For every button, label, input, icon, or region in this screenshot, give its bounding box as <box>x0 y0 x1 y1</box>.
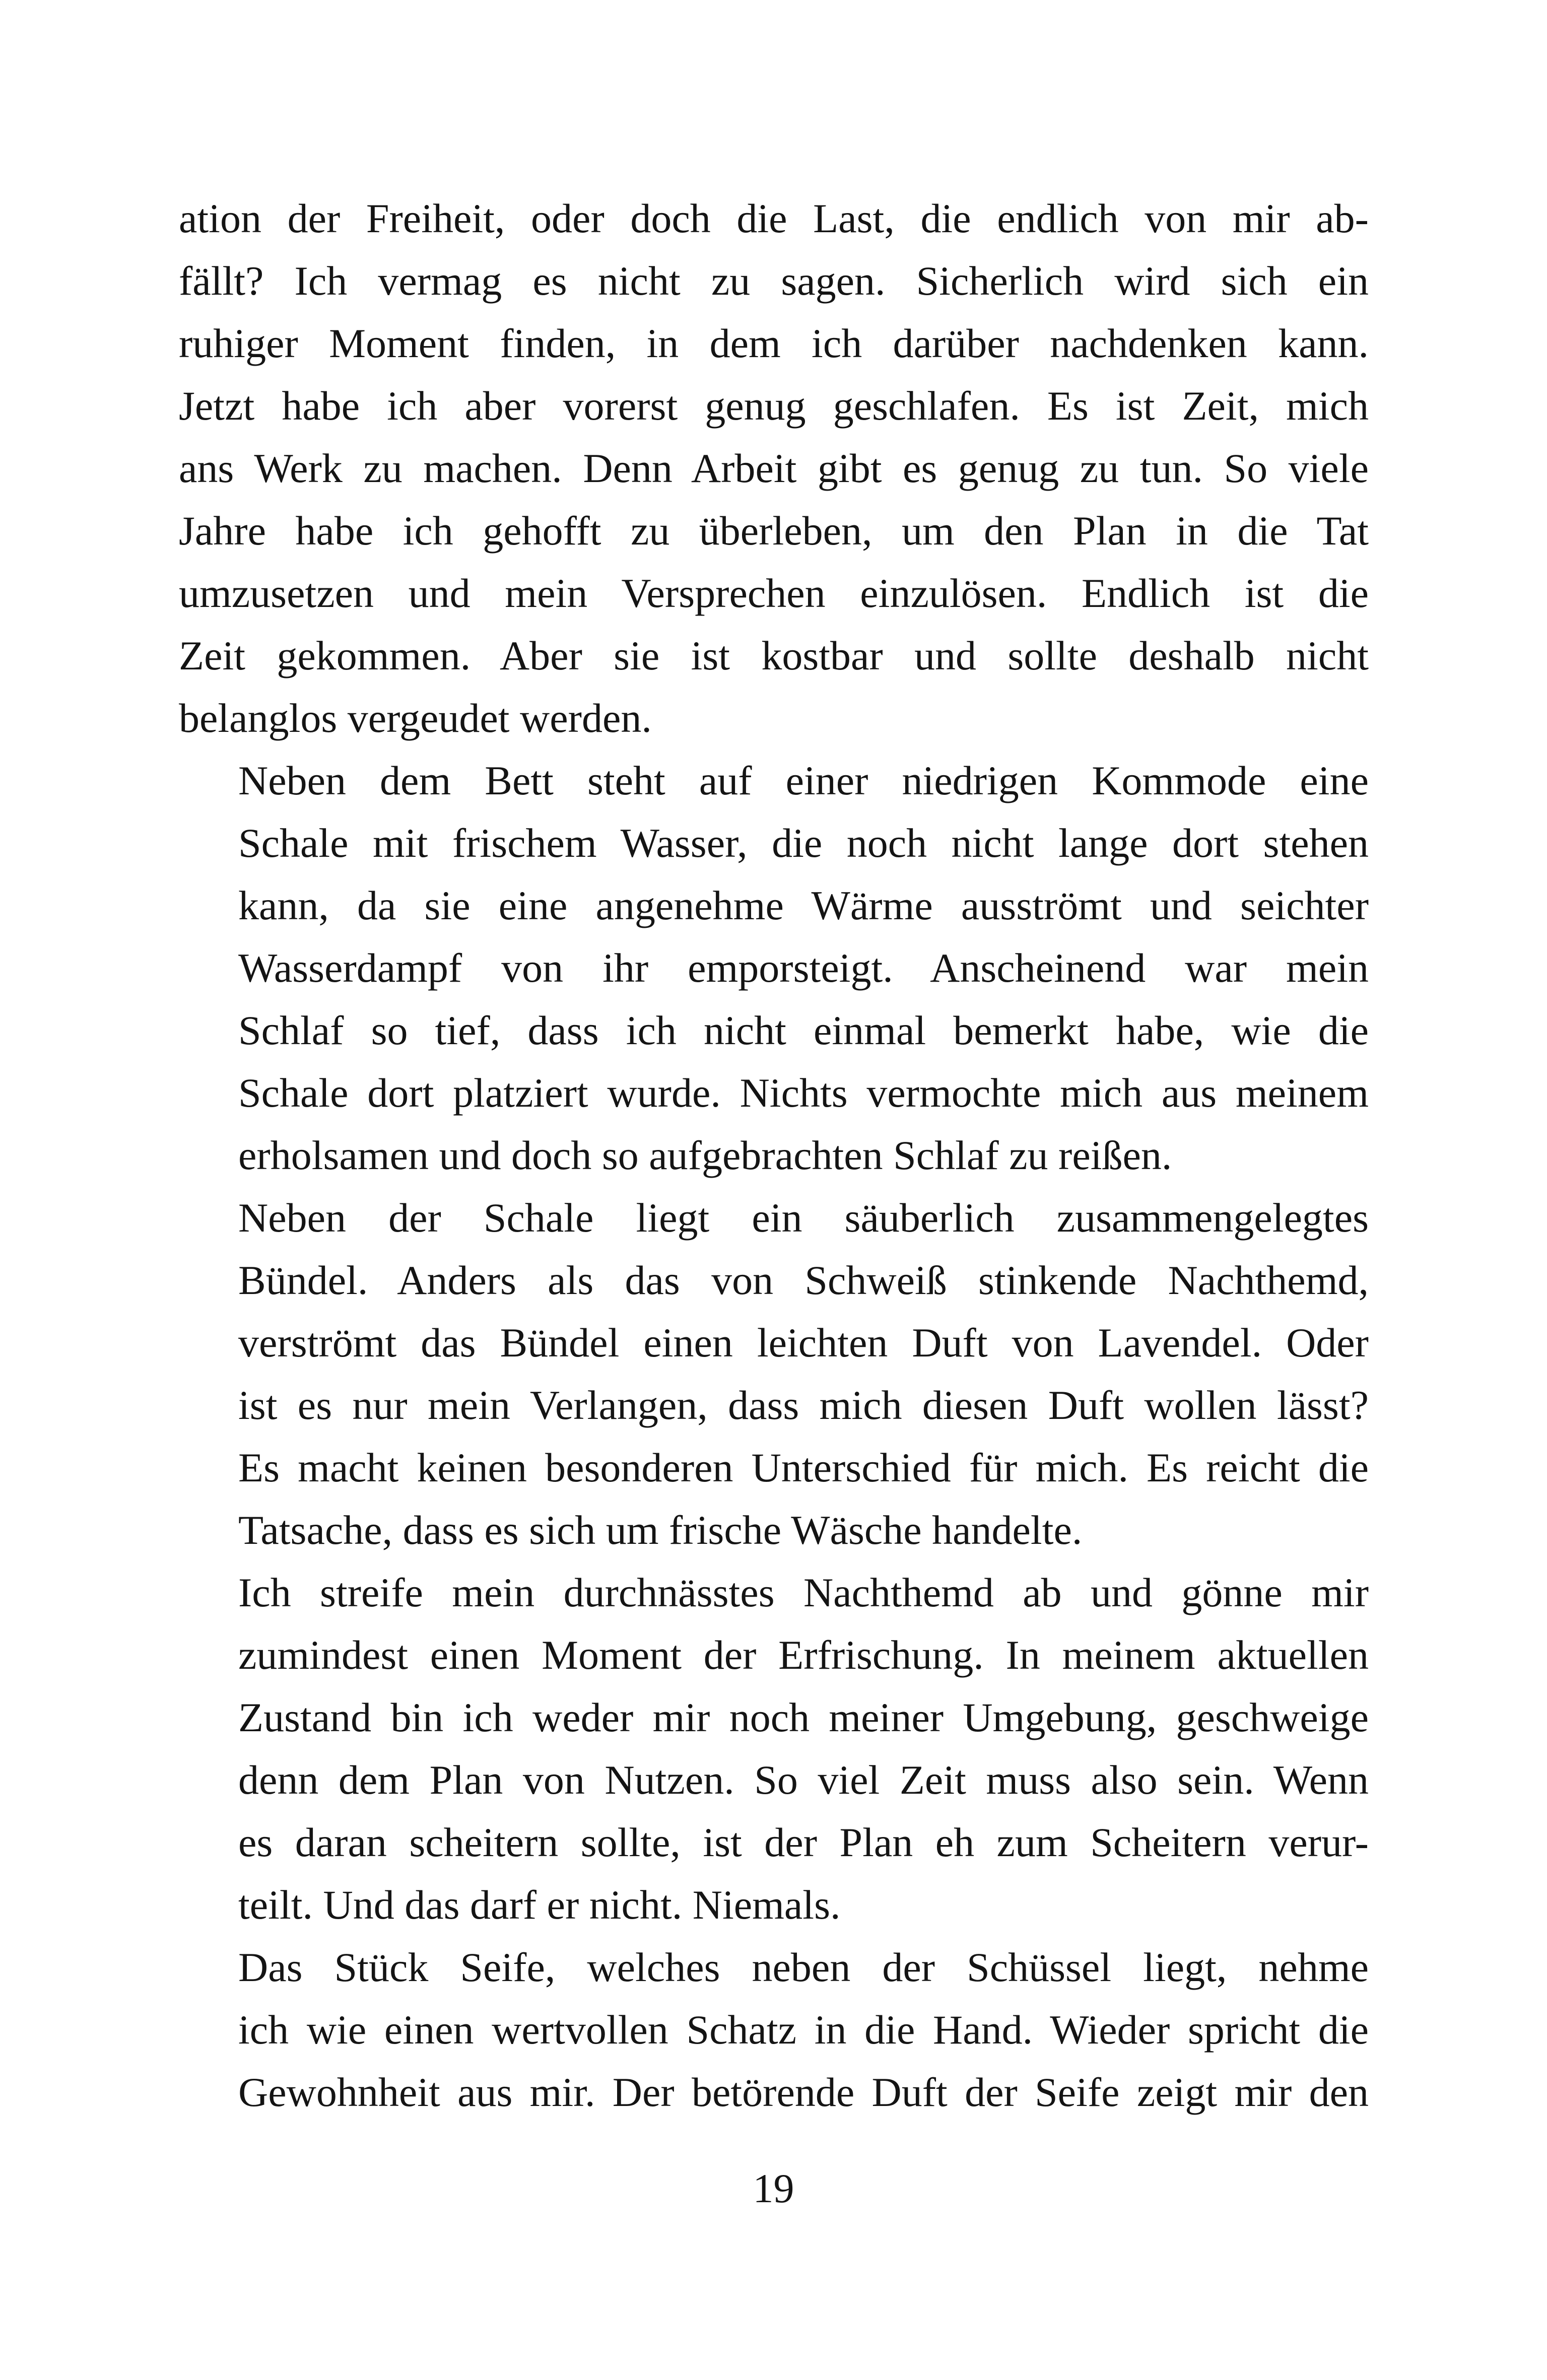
text-line: Neben dem Bett steht auf einer niedrigen Kommode eine <box>238 758 1369 803</box>
paragraph <box>179 187 1369 750</box>
text-line: Es macht keinen besonderen Unterschied für mich. Es reicht die <box>238 1445 1369 1490</box>
text-line: kann, da sie eine angenehme Wärme ausströmt und seichter <box>238 882 1369 928</box>
text-line: Zeit gekommen. Aber sie ist kostbar und sollte deshalb nicht <box>179 633 1369 678</box>
paragraph <box>179 750 1369 1187</box>
text-line: Neben der Schale liegt ein säuberlich zusammengelegtes <box>238 1195 1369 1241</box>
paragraph <box>179 1187 1369 1561</box>
text-line: es daran scheitern sollte, ist der Plan eh zum Scheitern verur- <box>238 1819 1369 1865</box>
text-line: Jetzt habe ich aber vorerst genug geschlafen. Es ist Zeit, mich <box>179 383 1369 429</box>
text-line: ist es nur mein Verlangen, dass mich diesen Duft wollen lässt? <box>238 1382 1369 1428</box>
text-line: Das Stück Seife, welches neben der Schüssel liegt, nehme <box>238 1944 1369 1990</box>
text-line: Gewohnheit aus mir. Der betörende Duft der Seife zeigt mir den <box>238 2069 1369 2115</box>
text-line: ich wie einen wertvollen Schatz in die Hand. Wieder spricht die <box>238 2007 1369 2053</box>
text-line: Jahre habe ich gehofft zu überleben, um den Plan in die Tat <box>179 508 1369 554</box>
text-line: verströmt das Bündel einen leichten Duft von Lavendel. Oder <box>238 1320 1369 1366</box>
text-line: Bündel. Anders als das von Schweiß stinkende Nachthemd, <box>238 1257 1369 1303</box>
text-line: ans Werk zu machen. Denn Arbeit gibt es genug zu tun. So viele <box>179 445 1369 491</box>
text-line: denn dem Plan von Nutzen. So viel Zeit muss also sein. Wenn <box>238 1757 1369 1803</box>
text-line: Zustand bin ich weder mir noch meiner Umgebung, geschweige <box>238 1694 1369 1740</box>
text-line: teilt. Und das darf er nicht. Niemals. <box>238 1882 841 1928</box>
body-text <box>179 187 1369 2124</box>
paragraph <box>179 1561 1369 1936</box>
text-line: ation der Freiheit, oder doch die Last, die endlich von mir ab- <box>179 195 1369 241</box>
text-line: Schale dort platziert wurde. Nichts vermochte mich aus meinem <box>238 1070 1369 1116</box>
text-line: Schlaf so tief, dass ich nicht einmal bemerkt habe, wie die <box>238 1007 1369 1053</box>
text-line: zumindest einen Moment der Erfrischung. In meinem aktuellen <box>238 1632 1369 1678</box>
text-line: Wasserdampf von ihr emporsteigt. Anscheinend war mein <box>238 945 1369 991</box>
page-number: 19 <box>753 2165 794 2211</box>
text-line: umzusetzen und mein Versprechen einzulösen. Endlich ist die <box>179 570 1369 616</box>
text-line: fällt? Ich vermag es nicht zu sagen. Sicherlich wird sich ein <box>179 258 1369 304</box>
text-line: Ich streife mein durchnässtes Nachthemd ab und gönne mir <box>238 1570 1369 1615</box>
text-line: Tatsache, dass es sich um frische Wäsche handelte. <box>238 1507 1083 1553</box>
text-line: erholsamen und doch so aufgebrachten Schlaf zu reißen. <box>238 1132 1172 1178</box>
text-line: belanglos vergeudet werden. <box>179 695 652 741</box>
text-line: Schale mit frischem Wasser, die noch nicht lange dort stehen <box>238 820 1369 866</box>
paragraph <box>179 1936 1369 2124</box>
text-line: ruhiger Moment finden, in dem ich darüber nachdenken kann. <box>179 320 1369 366</box>
